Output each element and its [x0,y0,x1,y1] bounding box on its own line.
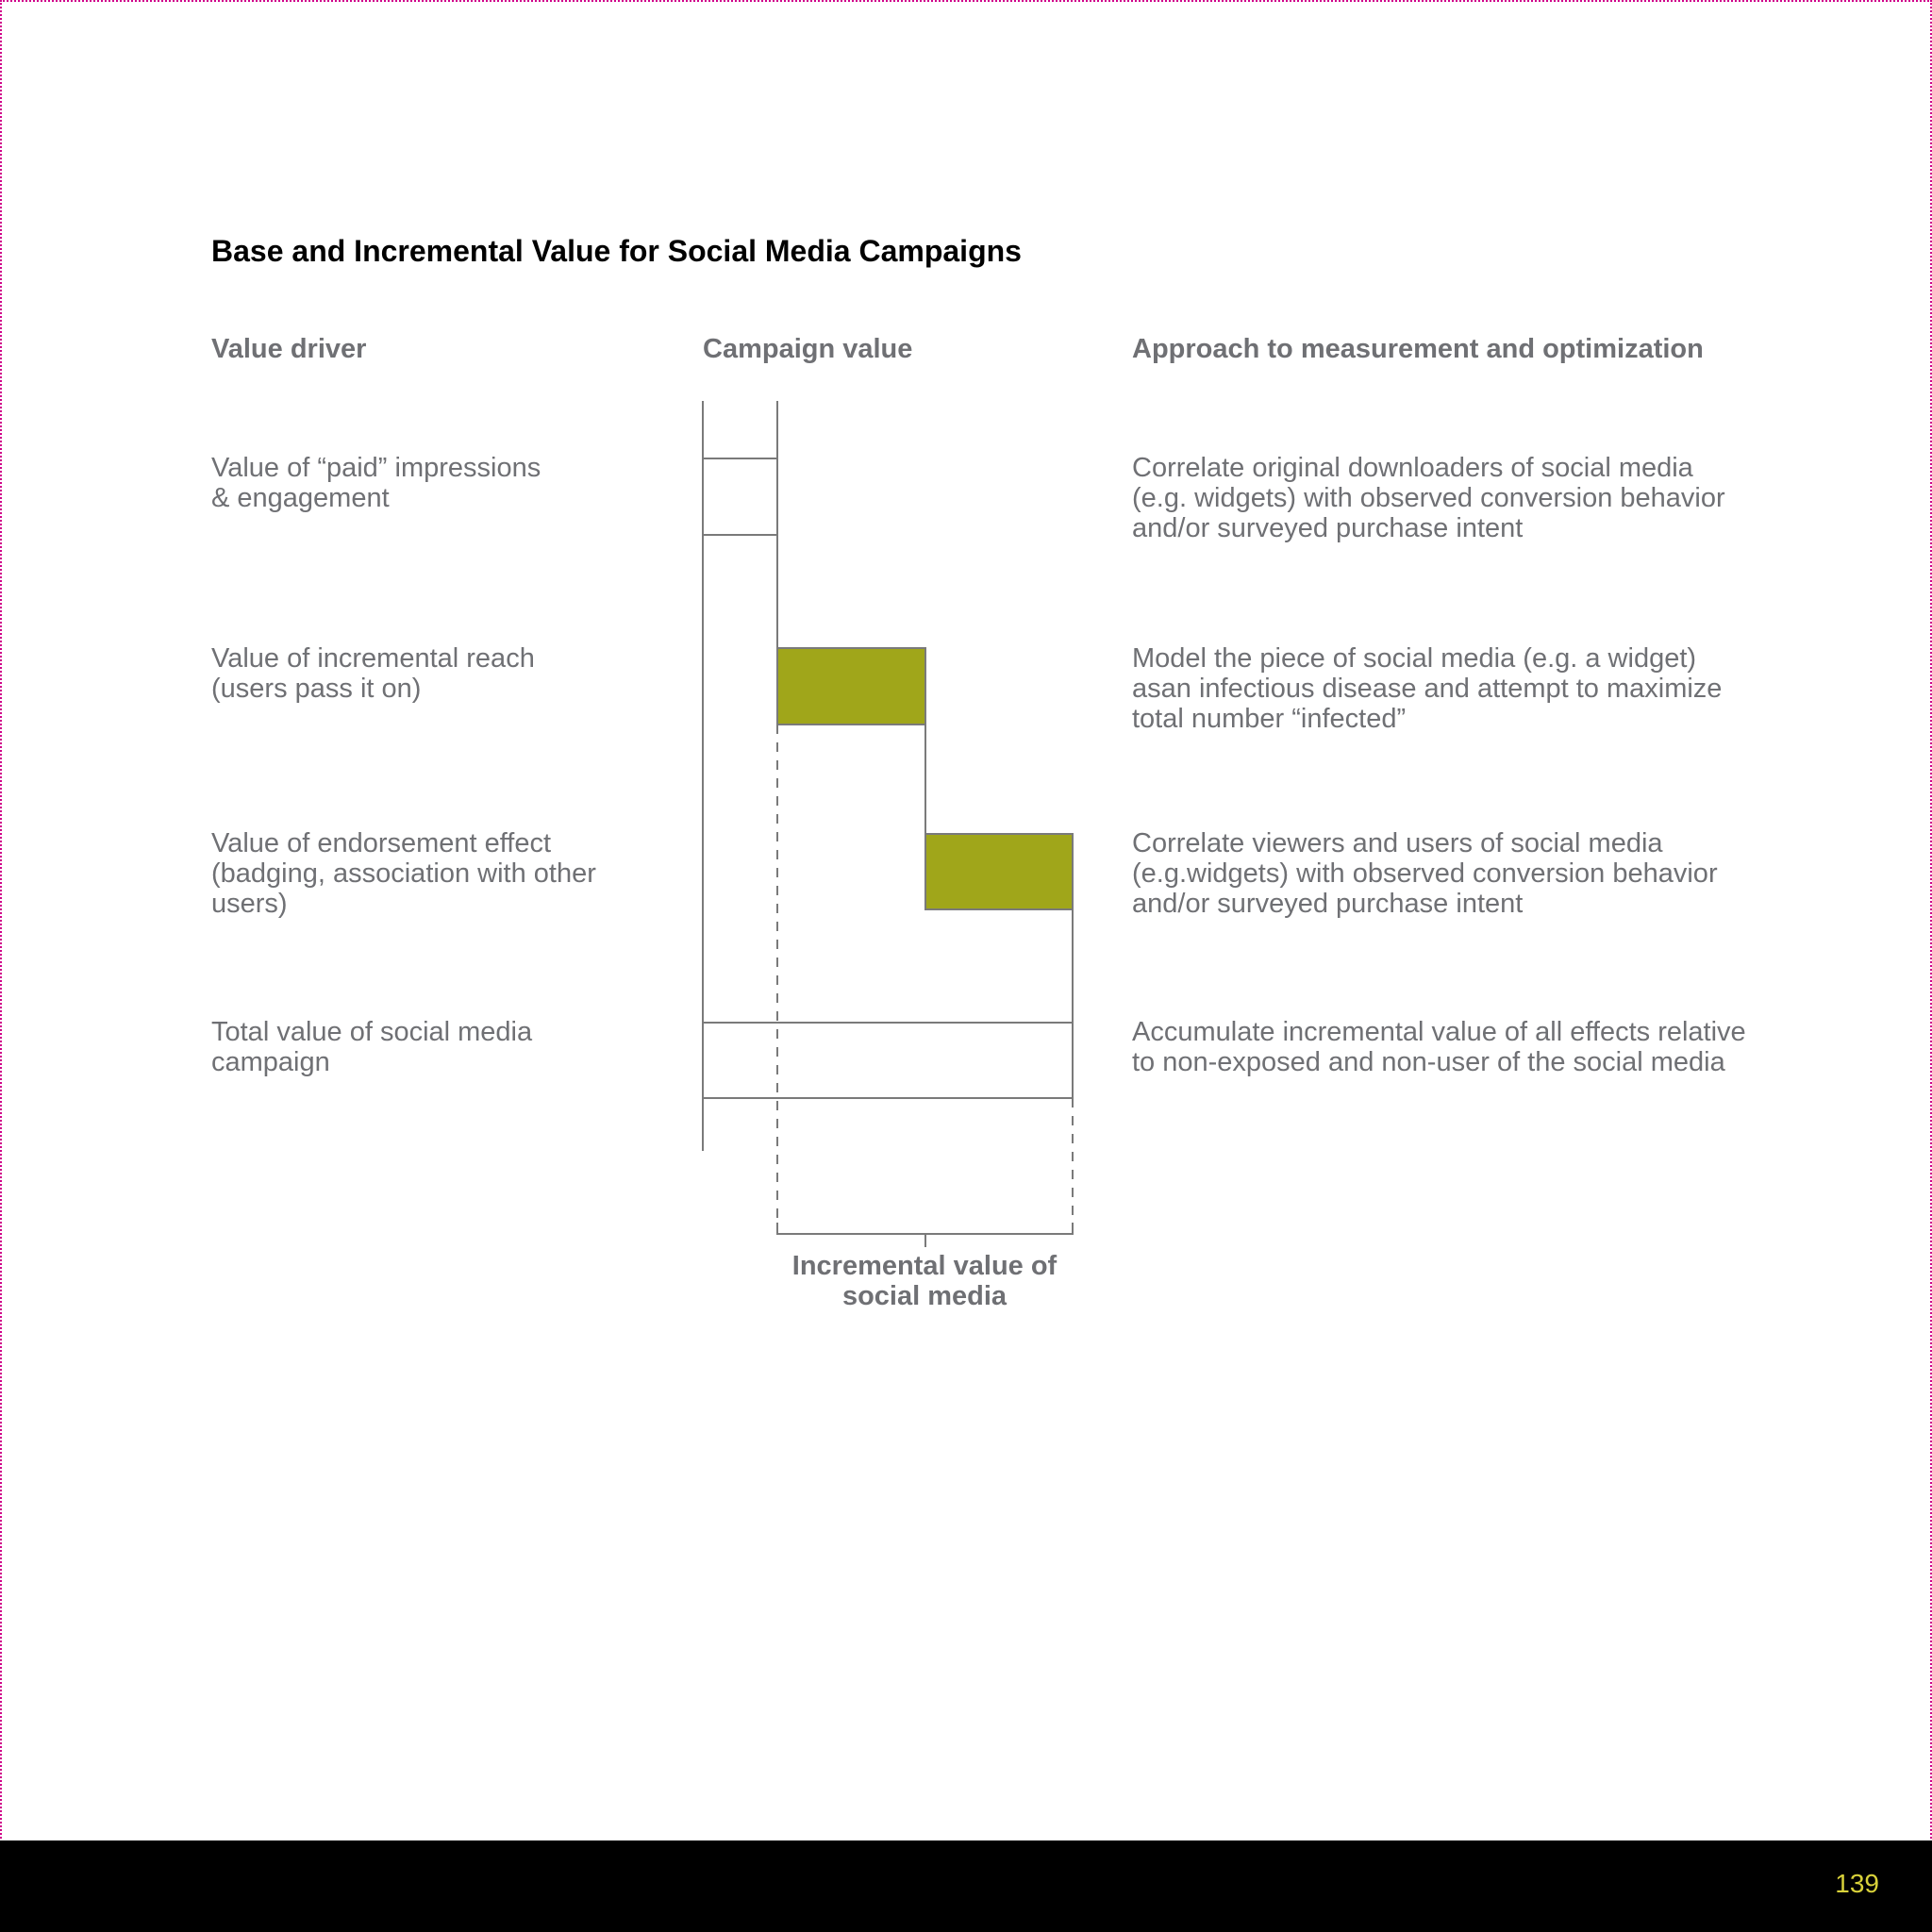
approach-paid-impressions: Correlate original downloaders of social media (e.g. widgets) with observed conversion behavior and/or surveyed purchase intent [1132,453,1725,543]
approach-incremental-reach: Model the piece of social media (e.g. a widget) asan infectious disease and attempt to maximize total number “infected” [1132,643,1723,734]
incremental-bracket [777,1223,1073,1234]
driver-total-value: Total value of social media campaign [211,1017,533,1077]
base-paid-box [703,458,777,535]
header-campaign-value: Campaign value [703,334,913,364]
total-value-box [703,1023,1073,1098]
approach-endorsement-effect: Correlate viewers and users of social media (e.g.widgets) with observed conversion behavior and/or surveyed purchase intent [1132,828,1718,919]
approach-total-value: Accumulate incremental value of all effects relative to non-exposed and non-user of the social media [1132,1017,1746,1077]
incremental-value-label: Incremental value of social media [791,1251,1058,1311]
header-value-driver: Value driver [211,334,367,364]
header-approach: Approach to measurement and optimization [1132,334,1704,364]
driver-endorsement-effect: Value of endorsement effect (badging, association with other users) [211,828,596,919]
footer-bar [0,1840,1932,1932]
endorsement-effect-bar [925,834,1073,909]
page-number: 139 [1835,1869,1879,1898]
incremental-reach-bar [777,648,925,724]
driver-incremental-reach: Value of incremental reach (users pass it on) [211,643,535,704]
page-title: Base and Incremental Value for Social Media Campaigns [211,234,1022,268]
driver-paid-impressions: Value of “paid” impressions & engagement [211,453,541,513]
